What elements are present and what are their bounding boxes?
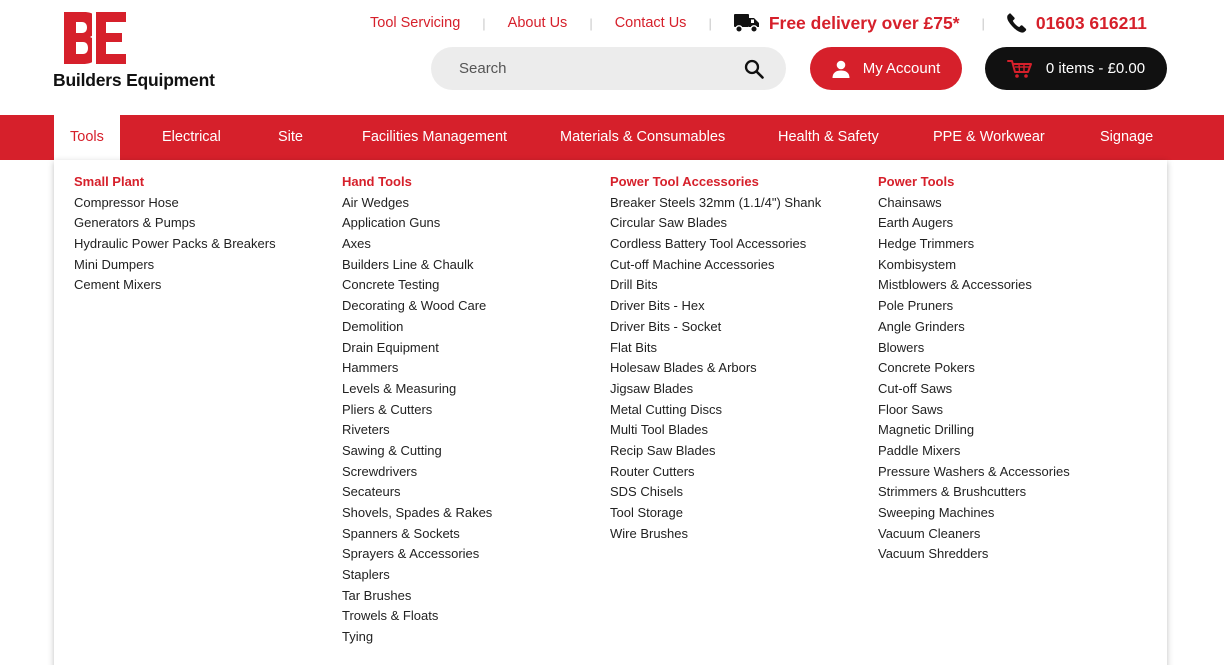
menu-link[interactable]: Staplers [342, 567, 390, 583]
tool-servicing-link[interactable]: Tool Servicing [370, 15, 461, 31]
search-button[interactable] [742, 57, 766, 81]
menu-link[interactable]: Router Cutters [610, 463, 695, 479]
menu-link[interactable]: Jigsaw Blades [610, 380, 694, 396]
separator: | [708, 15, 712, 31]
menu-link[interactable]: Pressure Washers & Accessories [878, 463, 1070, 479]
menu-link[interactable]: Hammers [342, 360, 399, 376]
nav-item-health-safety[interactable]: Health & Safety [778, 129, 879, 145]
nav-item-tools[interactable]: Tools [54, 115, 120, 160]
menu-link[interactable]: Drill Bits [610, 277, 658, 293]
separator: | [589, 15, 593, 31]
nav-item-site[interactable]: Site [278, 129, 303, 145]
menu-link[interactable]: Screwdrivers [342, 463, 418, 479]
menu-link[interactable]: Chainsaws [878, 194, 942, 210]
user-icon [832, 60, 850, 78]
search-icon [744, 59, 764, 79]
menu-link[interactable]: Tool Storage [610, 505, 683, 520]
menu-link[interactable]: Trowels & Floats [342, 608, 439, 624]
menu-link[interactable]: Hydraulic Power Packs & Breakers [74, 236, 276, 252]
my-account-label: My Account [862, 60, 941, 77]
menu-link[interactable]: Cordless Battery Tool Accessories [610, 236, 807, 252]
phone-number: 01603 616211 [1035, 12, 1147, 33]
logo-text: Builders Equipment [53, 70, 215, 90]
menu-column-title[interactable]: Hand Tools [342, 174, 412, 189]
menu-link[interactable]: Riveters [342, 422, 390, 438]
menu-link[interactable]: Strimmers & Brushcutters [878, 484, 1027, 500]
separator: | [981, 15, 985, 31]
menu-link[interactable]: Sprayers & Accessories [342, 546, 480, 562]
menu-link[interactable]: SDS Chisels [610, 484, 683, 500]
menu-link[interactable]: Breaker Steels 32mm (1.1/4") Shank [610, 194, 822, 210]
menu-link[interactable]: Cement Mixers [74, 277, 162, 293]
menu-link[interactable]: Spanners & Sockets [342, 525, 460, 541]
free-delivery-banner[interactable] [734, 13, 960, 34]
menu-column-title[interactable]: Power Tool Accessories [610, 174, 759, 189]
menu-column-title[interactable]: Small Plant [74, 174, 145, 189]
menu-link[interactable]: Application Guns [342, 215, 441, 231]
menu-link[interactable]: Air Wedges [342, 194, 409, 210]
menu-link[interactable]: Multi Tool Blades [610, 422, 709, 438]
menu-link[interactable]: Floor Saws [878, 401, 944, 417]
menu-link[interactable]: Driver Bits - Socket [610, 318, 722, 334]
top-links-bar [370, 12, 1147, 34]
menu-link[interactable]: Driver Bits - Hex [610, 298, 705, 314]
menu-link[interactable]: Sawing & Cutting [342, 442, 442, 458]
menu-link[interactable]: Magnetic Drilling [878, 422, 975, 438]
truck-icon [734, 13, 760, 33]
main-nav [0, 115, 1224, 160]
menu-column [342, 173, 492, 649]
phone-link[interactable] [1007, 13, 1147, 34]
be-logo-mark [64, 12, 128, 69]
tools-mega-menu [54, 160, 1167, 665]
menu-link[interactable]: Cut-off Machine Accessories [610, 256, 775, 272]
menu-link[interactable]: Earth Augers [878, 215, 954, 231]
separator: | [482, 15, 486, 31]
menu-link[interactable]: Levels & Measuring [342, 380, 457, 396]
menu-link[interactable]: Vacuum Shredders [878, 546, 989, 562]
cart-summary: 0 items - £0.00 [1045, 60, 1146, 77]
menu-link[interactable]: Sweeping Machines [878, 505, 995, 520]
my-account-button[interactable] [810, 47, 962, 90]
menu-link[interactable]: Concrete Pokers [878, 360, 975, 376]
menu-column-list [74, 194, 276, 297]
menu-link[interactable]: Hedge Trimmers [878, 236, 975, 252]
menu-link[interactable]: Circular Saw Blades [610, 215, 728, 231]
menu-link[interactable]: Blowers [878, 339, 925, 355]
menu-link[interactable]: Generators & Pumps [74, 215, 196, 231]
menu-link[interactable]: Kombisystem [878, 256, 957, 272]
menu-column-list [342, 194, 492, 649]
menu-column [878, 173, 1070, 566]
menu-link[interactable]: Metal Cutting Discs [610, 401, 722, 417]
menu-link[interactable]: Wire Brushes [610, 525, 689, 541]
menu-link[interactable]: Secateurs [342, 484, 401, 500]
menu-link[interactable]: Builders Line & Chaulk [342, 256, 474, 272]
menu-link[interactable]: Pliers & Cutters [342, 401, 433, 417]
phone-icon [1007, 13, 1027, 33]
menu-column-list [610, 194, 821, 546]
nav-item-materials-consumables[interactable]: Materials & Consumables [560, 129, 726, 145]
menu-link[interactable]: Drain Equipment [342, 339, 439, 355]
menu-link[interactable]: Cut-off Saws [878, 380, 953, 396]
search-input[interactable] [459, 60, 742, 77]
menu-link[interactable]: Flat Bits [610, 339, 657, 355]
menu-link[interactable]: Vacuum Cleaners [878, 525, 981, 541]
menu-link[interactable]: Pole Pruners [878, 298, 954, 314]
contact-us-link[interactable]: Contact Us [614, 15, 687, 31]
menu-link[interactable]: Axes [342, 236, 371, 252]
menu-link[interactable]: Tar Brushes [342, 587, 412, 603]
nav-item-facilities-management[interactable]: Facilities Management [362, 129, 508, 145]
menu-link[interactable]: Tying [342, 629, 374, 645]
cart-icon [1007, 59, 1033, 79]
search-bar [431, 47, 786, 90]
menu-link[interactable]: Holesaw Blades & Arbors [610, 360, 757, 376]
menu-column-list [878, 194, 1070, 566]
menu-column-title[interactable]: Power Tools [878, 174, 955, 189]
delivery-text: Free delivery over £75* [768, 12, 960, 33]
menu-column [74, 173, 276, 297]
menu-link[interactable]: Decorating & Wood Care [342, 298, 487, 314]
menu-link[interactable]: Mistblowers & Accessories [878, 277, 1032, 293]
cart-button[interactable] [985, 47, 1167, 90]
nav-item-electrical[interactable]: Electrical [162, 129, 221, 145]
menu-link[interactable]: Compressor Hose [74, 194, 179, 210]
site-logo[interactable] [53, 12, 223, 92]
menu-link[interactable]: Demolition [342, 318, 404, 334]
menu-link[interactable]: Recip Saw Blades [610, 442, 716, 458]
menu-column [610, 173, 821, 545]
menu-link[interactable]: Mini Dumpers [74, 256, 155, 272]
menu-link[interactable]: Concrete Testing [342, 277, 440, 293]
nav-item-signage[interactable]: Signage [1100, 129, 1154, 145]
about-us-link[interactable]: About Us [507, 15, 568, 31]
menu-link[interactable]: Shovels, Spades & Rakes [342, 505, 493, 520]
menu-link[interactable]: Paddle Mixers [878, 442, 961, 458]
menu-link[interactable]: Angle Grinders [878, 318, 965, 334]
nav-item-ppe-workwear[interactable]: PPE & Workwear [933, 129, 1045, 145]
